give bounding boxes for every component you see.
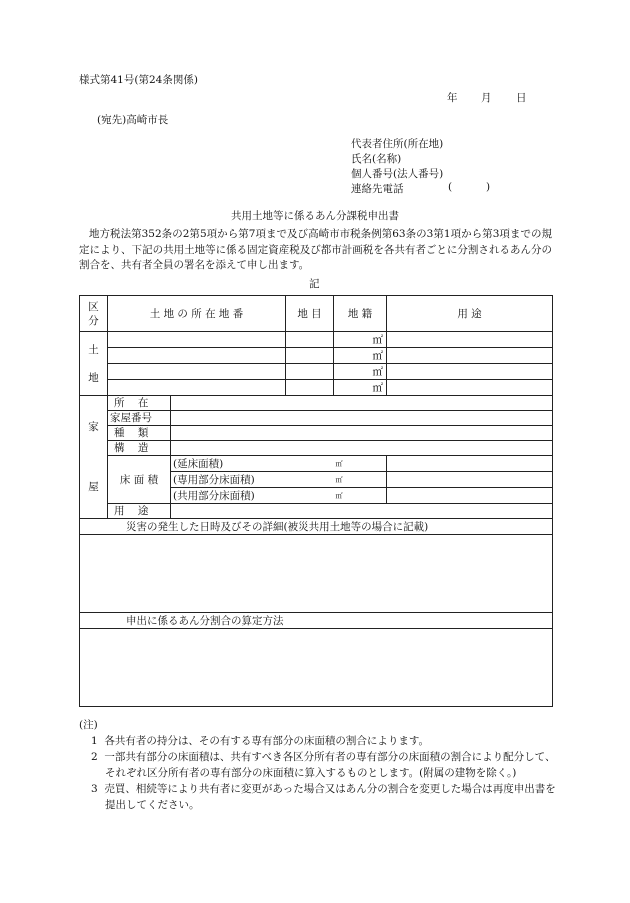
- phone-paren-open: (: [448, 181, 453, 193]
- name-label: 氏名(名称): [351, 153, 402, 165]
- land-row: [80, 380, 553, 396]
- floor-area-label: 床 面 積: [108, 456, 171, 504]
- house-location-row: [80, 396, 553, 411]
- addressee: (宛先)高崎市長: [97, 114, 169, 126]
- chiseki-header: 地 籍: [334, 296, 387, 332]
- house-use-input[interactable]: [171, 504, 553, 519]
- table-header-row: [80, 296, 553, 332]
- floor-area-common-label: (共用部分床面積): [171, 488, 334, 504]
- individual-number-label: 個人番号(法人番号): [351, 168, 444, 180]
- date-year-label: 年: [447, 92, 458, 104]
- land-area-input[interactable]: ㎡: [334, 364, 387, 380]
- floor-area-exclusive-extra[interactable]: [387, 472, 553, 488]
- intro-paragraph: 地方税法第352条の2第5項から第7項まで及び高崎市市税条例第63条の3第1項から第3項までの規定により、下記の共用土地等に係る固定資産税及び都市計画税を各共有者ごとに分割されるあん分の割合を、共有者全員の署名を添えて申し出ます。: [79, 228, 552, 271]
- apportion-method-label: 申出に係るあん分割合の算定方法: [80, 613, 553, 629]
- document-title: 共用土地等に係るあん分課税申出書: [231, 210, 399, 222]
- notes-section: [79, 717, 559, 813]
- floor-area-total-label: (延床面積): [171, 456, 334, 472]
- floor-area-exclusive-unit: ㎡: [334, 472, 387, 488]
- land-use-input[interactable]: [387, 332, 553, 348]
- house-kind-label: 種 類: [108, 426, 171, 441]
- land-chimoku-input[interactable]: [286, 332, 334, 348]
- disaster-details-label: 災害の発生した日時及びその詳細(被災共用土地等の場合に記載): [80, 519, 553, 535]
- ki-label: 記: [309, 278, 320, 290]
- house-use-row: [80, 504, 553, 519]
- floor-area-common-unit: ㎡: [334, 488, 387, 504]
- house-location-label: 所 在: [108, 396, 171, 411]
- house-use-label: 用 途: [108, 504, 171, 519]
- land-use-input[interactable]: [387, 380, 553, 396]
- house-number-input[interactable]: [171, 411, 553, 426]
- phone-label: 連絡先電話: [351, 183, 404, 195]
- disaster-details-input[interactable]: [80, 535, 553, 613]
- floor-area-exclusive-label: (専用部分床面積): [171, 472, 334, 488]
- form-number: 様式第41号(第24条関係): [79, 74, 198, 86]
- youto-header: 用 途: [387, 296, 553, 332]
- date-month-label: 月: [481, 92, 492, 104]
- land-row: [80, 364, 553, 380]
- house-number-row: [80, 411, 553, 426]
- phone-paren-close: ): [486, 181, 491, 193]
- land-location-input[interactable]: [108, 380, 286, 396]
- land-category-label: 土 地: [80, 332, 108, 396]
- land-use-input[interactable]: [387, 364, 553, 380]
- representative-address-label: 代表者住所(所在地): [351, 138, 444, 150]
- house-number-label: 家屋番号: [108, 411, 171, 426]
- apportion-method-input[interactable]: [80, 629, 553, 707]
- disaster-header-row: [80, 519, 553, 535]
- land-chimoku-input[interactable]: [286, 348, 334, 364]
- notes-heading: (注): [79, 719, 98, 731]
- chimoku-header: 地 目: [286, 296, 334, 332]
- note-item: 1 各共有者の持分は、その有する専有部分の床面積の割合によります。: [91, 735, 430, 747]
- land-chimoku-input[interactable]: [286, 380, 334, 396]
- land-use-input[interactable]: [387, 348, 553, 364]
- method-details-row: [80, 629, 553, 707]
- land-location-input[interactable]: [108, 332, 286, 348]
- kubun-header: 区 分: [80, 296, 108, 332]
- method-header-row: [80, 613, 553, 629]
- floor-area-total-row: [80, 456, 553, 472]
- land-area-input[interactable]: ㎡: [334, 332, 387, 348]
- house-kind-row: [80, 426, 553, 441]
- land-location-header: 土 地 の 所 在 地 番: [108, 296, 286, 332]
- floor-area-total-unit: ㎡: [334, 456, 387, 472]
- application-table: [79, 295, 553, 707]
- house-structure-input[interactable]: [171, 441, 553, 456]
- house-location-input[interactable]: [171, 396, 553, 411]
- note-item: 3 売買、相続等により共有者に変更があった場合又はあん分の割合を変更した場合は再度申出書を提出してください。: [91, 783, 556, 811]
- land-row: [80, 348, 553, 364]
- house-structure-label: 構 造: [108, 441, 171, 456]
- house-structure-row: [80, 441, 553, 456]
- house-category-label: 家 屋: [80, 396, 108, 519]
- land-area-input[interactable]: ㎡: [334, 348, 387, 364]
- land-location-input[interactable]: [108, 348, 286, 364]
- date-day-label: 日: [516, 92, 527, 104]
- house-kind-input[interactable]: [171, 426, 553, 441]
- note-item: 2 一部共有部分の床面積は、共有すべき各区分所有者の専有部分の床面積の割合により配分して、それぞれ区分所有者の専有部分の床面積に算入するものとします。(附属の建物を除く。): [91, 751, 556, 779]
- disaster-details-row: [80, 535, 553, 613]
- floor-area-total-extra[interactable]: [387, 456, 553, 472]
- land-row: [80, 332, 553, 348]
- land-location-input[interactable]: [108, 364, 286, 380]
- land-chimoku-input[interactable]: [286, 364, 334, 380]
- floor-area-common-extra[interactable]: [387, 488, 553, 504]
- land-area-input[interactable]: ㎡: [334, 380, 387, 396]
